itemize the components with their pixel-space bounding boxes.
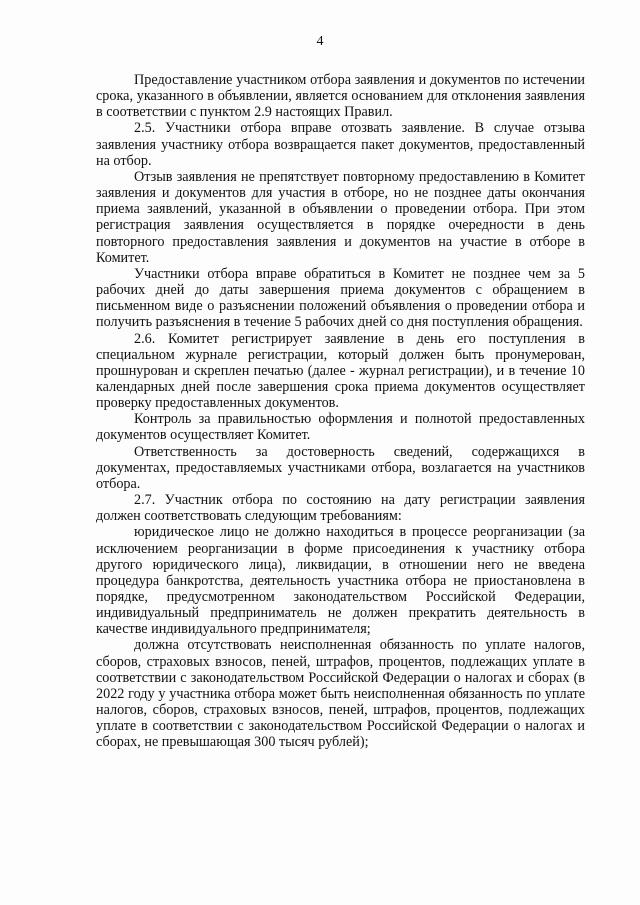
document-body bbox=[96, 72, 585, 751]
paragraph-tax-requirement: должна отсутствовать неисполненная обязанность по уплате налогов, сборов, страховых взносов, пеней, штрафов, процентов, подлежащих уплате в соответствии с законодательством Российской Федерации о налогах и сборах (в 2022 году у участника отбора может быть неисполненная обязанность по уплате налогов, сборов, страховых взносов, пеней, штрафов, процентов, подлежащих уплате в соответствии с законодательством Российской Федерации о налогах и сборах, не превышающая 300 тысяч рублей); bbox=[96, 637, 585, 751]
paragraph-control: Контроль за правильностью оформления и полнотой предоставленных документов осуществляет Комитет. bbox=[96, 411, 585, 444]
paragraph-2-5-withdrawal: 2.5. Участники отбора вправе отозвать заявление. В случае отзыва заявления участнику отбора возвращается пакет документов, предоставленный на отбор. bbox=[96, 120, 585, 169]
page-number: 4 bbox=[316, 34, 324, 49]
paragraph-responsibility: Ответственность за достоверность сведений, содержащихся в документах, предоставляемых участниками отбора, возлагается на участников отбора. bbox=[96, 443, 585, 492]
paragraph-late-submission: Предоставление участником отбора заявления и документов по истечении срока, указанного в объявлении, является основанием для отклонения заявления в соответствии с пунктом 2.9 настоящих Правил. bbox=[96, 72, 585, 121]
paragraph-clarification-request: Участники отбора вправе обратиться в Комитет не позднее чем за 5 рабочих дней до даты завершения приема документов с обращением в письменном виде о разъяснении положений объявления о проведении отбора и получить разъяснения в течение 5 рабочих дней со дня поступления обращения. bbox=[96, 265, 585, 331]
paragraph-2-6-registration: 2.6. Комитет регистрирует заявление в день его поступления в специальном журнале регистрации, который должен быть пронумерован, прошнурован и скреплен печатью (далее - журнал регистрации), и в течение 10 календарных дней после завершения срока приема документов осуществляет проверку предоставленных документов. bbox=[96, 330, 585, 412]
paragraph-resubmission: Отзыв заявления не препятствует повторному предоставлению в Комитет заявления и документов для участия в отборе, но не позднее даты окончания приема заявлений, указанной в объявлении о проведении отбора. При этом регистрация заявления осуществляется в порядке очередности в день повторного предоставления заявления и документов на участие в отборе в Комитет. bbox=[96, 168, 585, 266]
paragraph-reorganization-requirement: юридическое лицо не должно находиться в процессе реорганизации (за исключением реорганизации в форме присоединения к участнику отбора другого юридического лица), ликвидации, в отношении него не введена процедура банкротства, деятельность участника отбора не приостановлена в порядке, предусмотренном законодательством Российской Федерации, индивидуальный предприниматель не должен прекратить деятельность в качестве индивидуального предпринимателя; bbox=[96, 524, 585, 638]
paragraph-2-7-requirements: 2.7. Участник отбора по состоянию на дату регистрации заявления должен соответствовать следующим требованиям: bbox=[96, 492, 585, 525]
